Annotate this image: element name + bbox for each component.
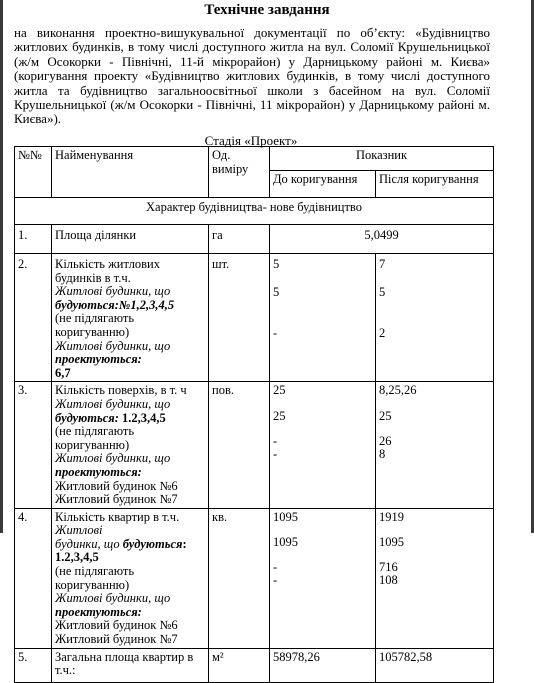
table-row — [15, 508, 494, 648]
row3-unit: пов. — [209, 382, 270, 508]
section-title: Характер будівництва- нове будівництво — [15, 198, 494, 225]
row3-after-3: 26 — [379, 433, 392, 448]
row2-name — [52, 254, 209, 382]
row4-before-3: - — [273, 559, 278, 574]
row4-before-1: 1095 — [273, 509, 298, 524]
row1-unit: га — [209, 225, 270, 254]
row3-name-note: (не підлягають коригуванню) — [55, 424, 135, 452]
row3-before-3: - — [273, 433, 278, 448]
row4-name — [52, 508, 209, 648]
row2-name-bold2: проектуються: — [55, 352, 142, 367]
row4-name-line1: Кількість квартир в т.ч. Житлові — [55, 509, 180, 538]
row2-name-italic1: Житлові будинки, що — [55, 284, 171, 299]
document-page — [4, 0, 530, 678]
row2-before — [270, 254, 376, 382]
row3-name-line4: Житлові будинки, що проектуються: — [55, 451, 171, 479]
window-border-left — [0, 0, 3, 533]
row3-before — [270, 382, 376, 508]
intro-paragraph: на виконання проектно-вишукувальної документації по об’єкту: «Будівництво житлових будинків, в тому числі доступного житла на вул. Соломії Крушельницької (ж/м Осокорки - Північні, 11-й мікрорайон) у Дарницькому районі м. Києва» (коригування проекту «Будівництво житлових будинків, в тому числі доступного житла та будівництво загальноосвітньої школи з басейном на вул. Соломії Крушельницької (ж/м Осокорки - Північні, 11 мікрорайон) у Дарницькому районі м. Києва»). — [14, 25, 490, 127]
stage-label: Стадія «Проект» — [204, 133, 298, 148]
row4-name-note: (не підлягають коригуванню) — [55, 564, 135, 592]
row3-name — [52, 382, 209, 508]
section-row — [15, 198, 494, 225]
row4-after — [376, 508, 494, 648]
table-row — [15, 254, 494, 382]
row5-num: 5. — [15, 648, 52, 682]
row2-after-1: 7 — [379, 257, 386, 271]
table-header-row — [15, 147, 494, 171]
row2-before-1: 5 — [273, 257, 280, 271]
row2-name-main: Кількість житлових будинків в т.ч. — [55, 257, 160, 285]
row2-name-bold1: будуються:№1,2,3,4,5 — [55, 297, 175, 312]
row4-name-line4: Житлові будинки, що проектуються: — [55, 591, 171, 619]
row3-name-line2: будуються: 1.2,3,4,5 — [55, 410, 166, 425]
header-num: №№ — [15, 147, 52, 198]
row2-after-3: 2 — [379, 326, 386, 341]
table-row — [15, 648, 494, 682]
row2-after — [376, 254, 494, 382]
header-indicator: Показник — [270, 147, 494, 171]
row4-after-3: 716 — [379, 559, 398, 574]
row2-before-3: - — [273, 326, 278, 341]
row4-name-house6: Житловий будинок №6 — [55, 618, 178, 633]
row2-unit: шт. — [209, 254, 270, 382]
row3-after-2: 25 — [379, 408, 392, 423]
row4-name-line2: будинки, що будуються: 1.2,3,4,5 — [55, 536, 187, 565]
row3-name-line1: Кількість поверхів, в т. ч Житлові будинки, що — [55, 383, 187, 411]
row4-name-house7: Житловий будинок №7 — [55, 632, 178, 647]
row4-after-4: 108 — [379, 573, 398, 588]
row3-after-4: 8 — [379, 447, 386, 462]
specs-table — [14, 146, 494, 683]
table-row — [15, 225, 494, 254]
row1-num: 1. — [15, 225, 52, 254]
row5-name: Загальна площа квартир в т.ч.: — [52, 648, 209, 682]
row4-after-1: 1919 — [379, 509, 404, 524]
row2-before-2: 5 — [273, 284, 280, 299]
row2-after-2: 5 — [379, 284, 386, 299]
row5-unit: м² — [209, 648, 270, 682]
row4-before-2: 1095 — [273, 535, 298, 550]
row1-value: 5,0499 — [270, 225, 494, 254]
row4-before — [270, 508, 376, 648]
header-before: До коригування — [270, 171, 376, 198]
document-title: Технічне завдання — [204, 2, 330, 18]
row4-num: 4. — [15, 508, 52, 648]
table-row — [15, 382, 494, 508]
header-after: Після коригування — [376, 171, 494, 198]
row3-before-4: - — [273, 447, 278, 462]
header-unit: Од. виміру — [209, 147, 270, 198]
row3-after — [376, 382, 494, 508]
header-name: Найменування — [52, 147, 209, 198]
row5-after: 105782,58 — [376, 648, 494, 682]
row3-name-house7: Житловий будинок №7 — [55, 492, 178, 507]
row3-before-1: 25 — [273, 383, 286, 398]
row2-name-bold3: 6,7 — [55, 365, 71, 380]
row5-before: 58978,26 — [270, 648, 376, 682]
row4-unit: кв. — [209, 508, 270, 648]
row1-name: Площа ділянки — [52, 225, 209, 254]
row4-before-4: - — [273, 573, 278, 588]
row2-name-note: (не підлягають коригуванню) — [55, 311, 135, 339]
row3-num: 3. — [15, 382, 52, 508]
row4-after-2: 1095 — [379, 535, 404, 550]
row3-before-2: 25 — [273, 408, 286, 423]
row2-num: 2. — [15, 254, 52, 382]
row2-name-italic2: Житлові будинки, що — [55, 338, 171, 353]
row3-after-1: 8,25,26 — [379, 383, 417, 398]
row3-name-house6: Житловий будинок №6 — [55, 478, 178, 493]
